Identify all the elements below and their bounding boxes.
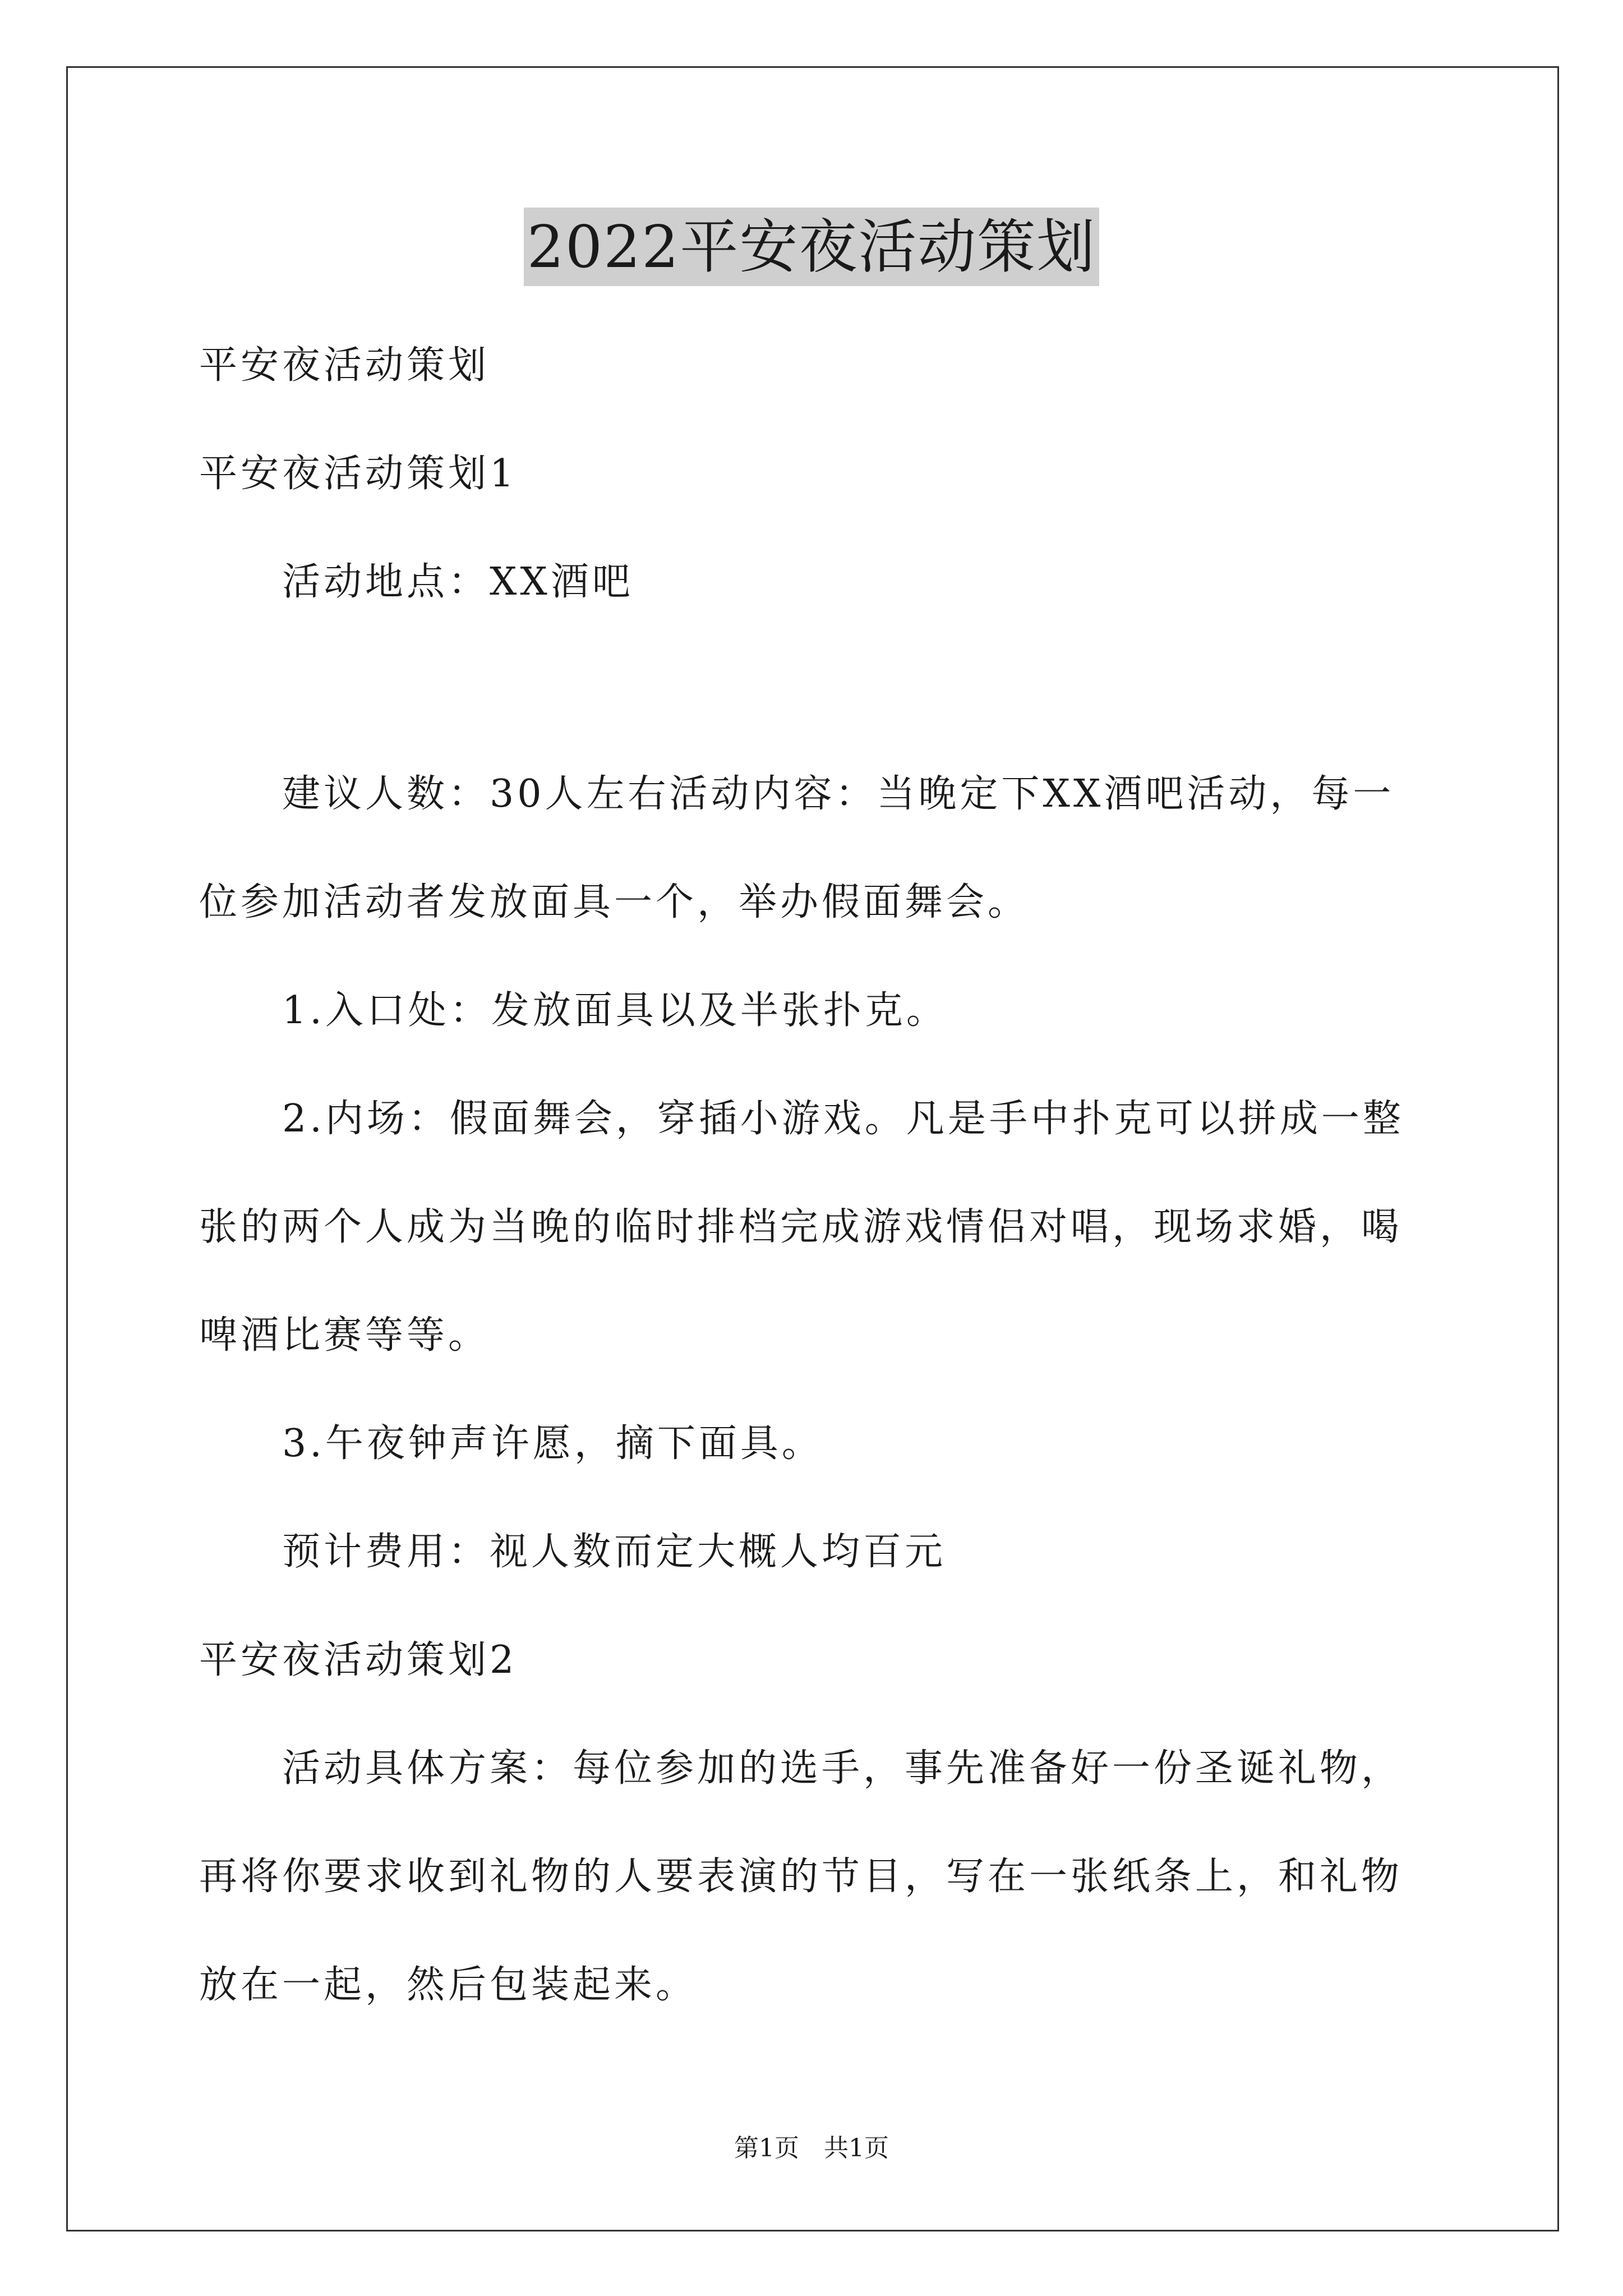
paragraph-section-1-heading: 平安夜活动策划1 bbox=[199, 452, 518, 496]
paragraph-location: 活动地点：XX酒吧 bbox=[282, 560, 634, 604]
paragraph-entrance: 1.入口处：发放面具以及半张扑克。 bbox=[282, 988, 948, 1033]
paragraph-heading: 平安夜活动策划 bbox=[199, 343, 490, 388]
page-footer: 第1页 共1页 bbox=[734, 2134, 889, 2162]
title-container bbox=[0, 208, 1623, 286]
paragraph-midnight: 3.午夜钟声许愿，摘下面具。 bbox=[282, 1421, 823, 1466]
document-title: 2022平安夜活动策划 bbox=[524, 208, 1100, 286]
paragraph-section-2-heading: 平安夜活动策划2 bbox=[199, 1638, 518, 1682]
document-body bbox=[199, 311, 1433, 2039]
paragraph-participants: 建议人数：30人左右活动内容：当晚定下XX酒吧活动，每一位参加活动者发放面具一个，举办假面舞会。 bbox=[199, 772, 1395, 924]
paragraph-spacer bbox=[199, 636, 1433, 740]
paragraph-inner-venue: 2.内场：假面舞会，穿插小游戏。凡是手中扑克可以拼成一整张的两个人成为当晚的临时排档完成游戏情侣对唱，现场求婚，喝啤酒比赛等等。 bbox=[199, 1097, 1404, 1358]
paragraph-cost: 预计费用：视人数而定大概人均百元 bbox=[282, 1530, 947, 1574]
paragraph-plan: 活动具体方案：每位参加的选手，事先准备好一份圣诞礼物，再将你要求收到礼物的人要表演的节目，写在一张纸条上，和礼物放在一起，然后包装起来。 bbox=[199, 1746, 1403, 2007]
